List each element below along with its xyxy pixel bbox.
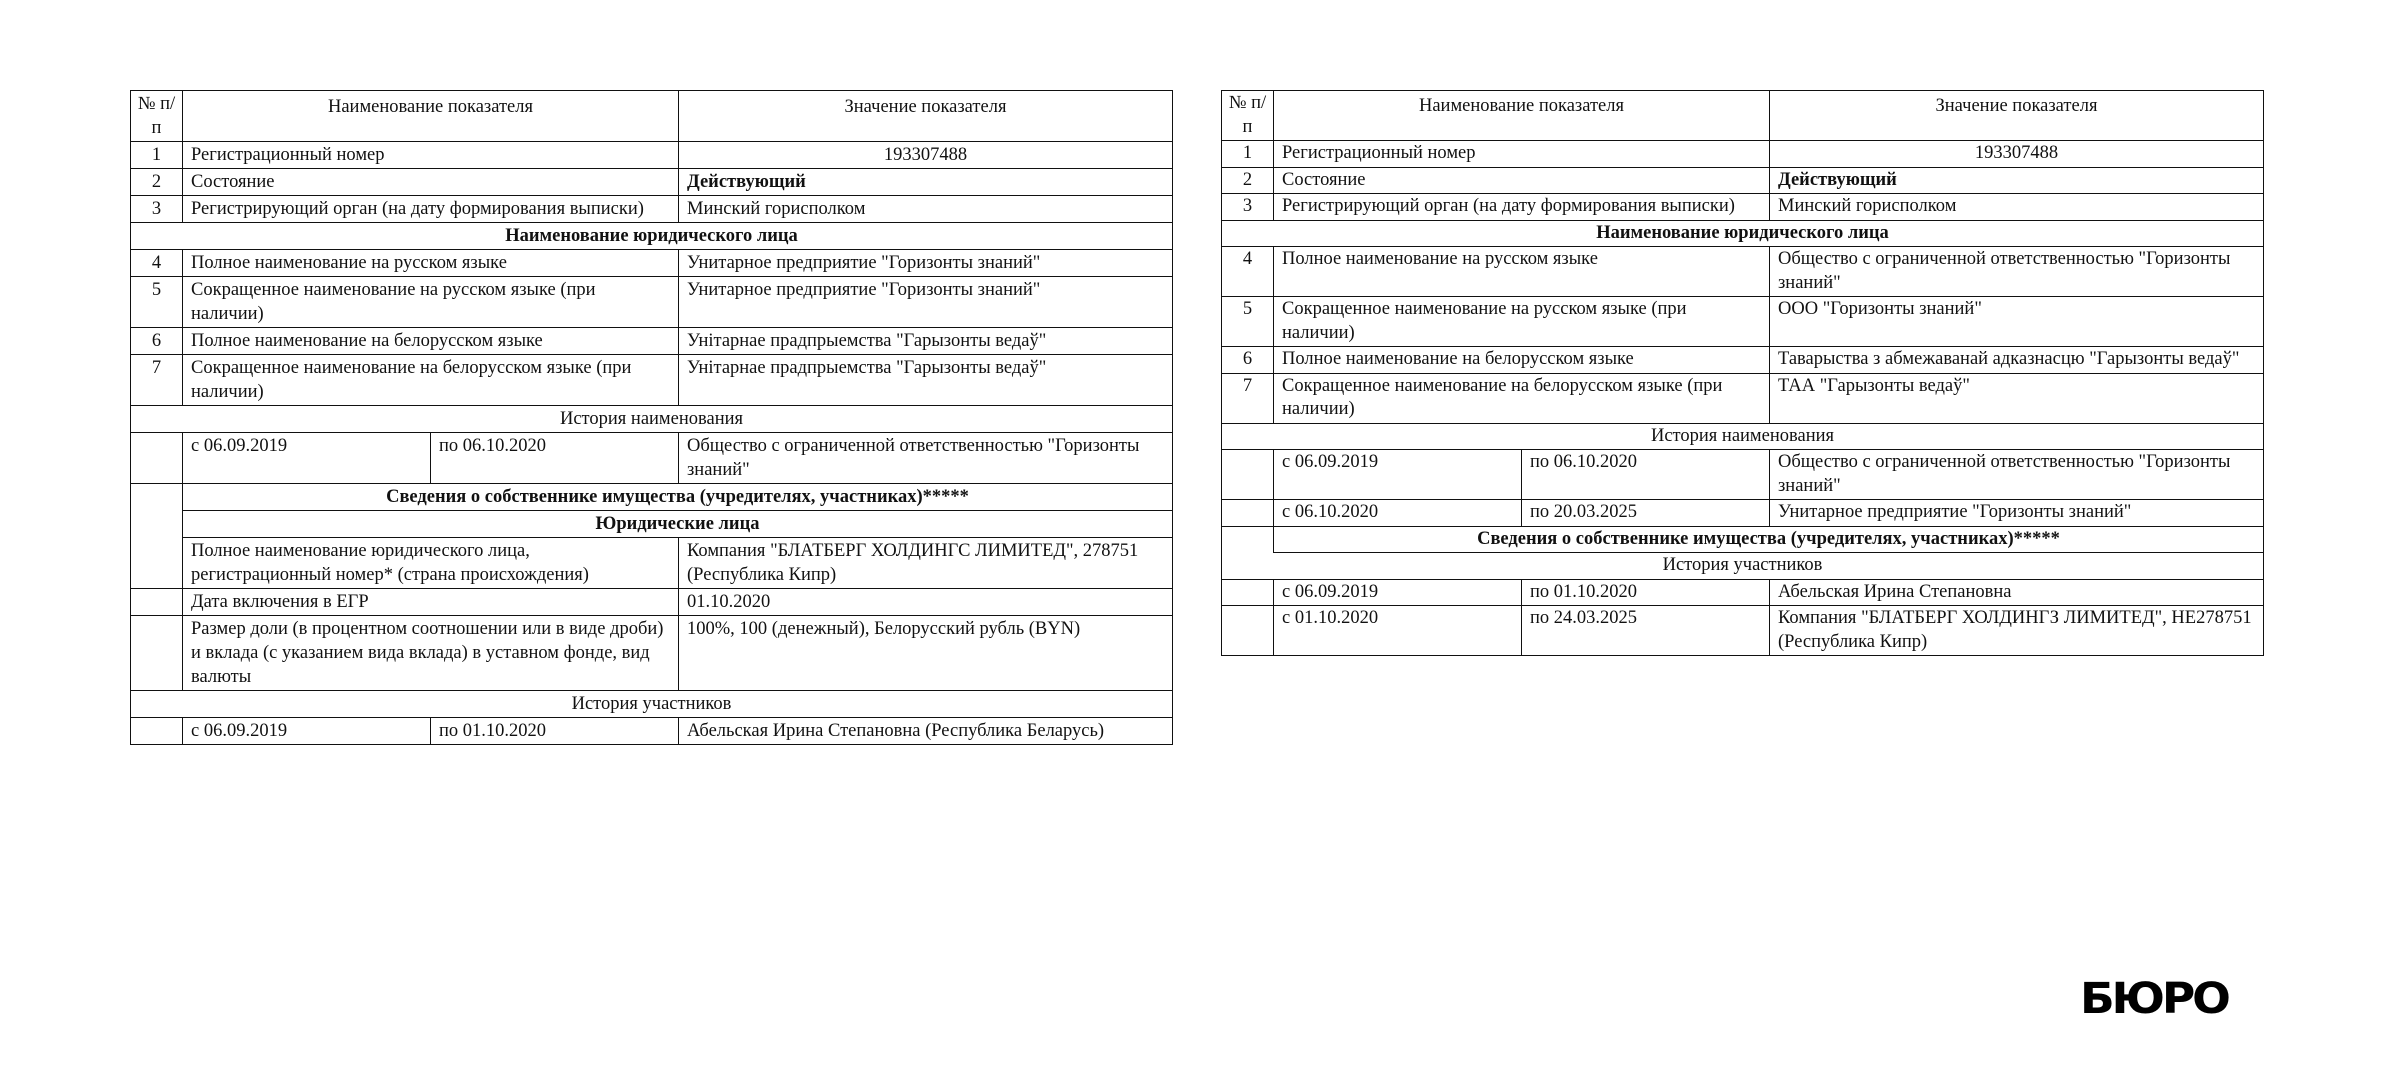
section-header-row [131, 406, 1173, 433]
buro-logo: БЮРО [2080, 974, 2228, 1024]
row-indicator-value: Общество с ограниченной ответственностью "Горизонты знаний" [1770, 247, 2264, 297]
row-indicator-value: Компания "БЛАТБЕРГ ХОЛДИНГС ЛИМИТЕД", 278751 (Республика Кипр) [679, 538, 1173, 589]
row-num: 2 [1222, 167, 1274, 194]
empty-num-cell [1222, 606, 1274, 656]
owners-section-title: Сведения о собственнике имущества (учредителях, участниках)***** [1274, 526, 2264, 553]
row-num: 1 [131, 142, 183, 169]
registration-number-value: 193307488 [679, 142, 1173, 169]
history-to-date: по 24.03.2025 [1522, 606, 1770, 656]
history-value: Абельская Ирина Степановна [1770, 579, 2264, 606]
legal-name-section-title: Наименование юридического лица [1222, 220, 2264, 247]
history-from-date: с 01.10.2020 [1274, 606, 1522, 656]
history-row [131, 433, 1173, 484]
row-indicator-name: Регистрационный номер [183, 142, 679, 169]
table-row [131, 616, 1173, 691]
row-num: 1 [1222, 141, 1274, 168]
history-from-date: с 06.09.2019 [1274, 579, 1522, 606]
empty-num-cell [1222, 500, 1274, 527]
empty-num-cell [131, 616, 183, 691]
history-row [1222, 606, 2264, 656]
row-indicator-name: Регистрирующий орган (на дату формирования выписки) [183, 196, 679, 223]
row-num: 7 [131, 355, 183, 406]
header-num-cell: № п/п [1222, 91, 1274, 141]
row-num: 6 [131, 328, 183, 355]
history-from-date: с 06.09.2019 [1274, 450, 1522, 500]
empty-num-cell [1222, 579, 1274, 606]
header-indicator-value-cell: Значение показателя [1770, 91, 2264, 141]
row-indicator-name: Размер доли (в процентном соотношении или в виде дроби) и вклада (с указанием вида вклада) в уставном фонде, вид валюты [183, 616, 679, 691]
history-row [131, 718, 1173, 745]
table-row [1222, 347, 2264, 374]
empty-num-cell [131, 511, 183, 538]
section-header-row [1222, 553, 2264, 580]
table-row [1222, 247, 2264, 297]
table-row [131, 277, 1173, 328]
history-row [1222, 500, 2264, 527]
history-value: Унитарное предприятие "Горизонты знаний" [1770, 500, 2264, 527]
header-indicator-value-cell: Значение показателя [679, 91, 1173, 142]
section-header-row [1222, 526, 2264, 553]
table-row [1222, 194, 2264, 221]
row-indicator-value: Таварыства з абмежаванай адказнасцю "Гарызонты ведаў" [1770, 347, 2264, 374]
table-row [1222, 167, 2264, 194]
history-value: Общество с ограниченной ответственностью "Горизонты знаний" [1770, 450, 2264, 500]
row-indicator-value: ТАА "Гарызонты ведаў" [1770, 373, 2264, 423]
row-indicator-name: Сокращенное наименование на белорусском языке (при наличии) [183, 355, 679, 406]
row-indicator-name: Регистрационный номер [1274, 141, 1770, 168]
empty-num-cell [131, 484, 183, 511]
row-indicator-name: Сокращенное наименование на русском языке (при наличии) [1274, 297, 1770, 347]
section-header-row [1222, 423, 2264, 450]
row-num: 4 [131, 250, 183, 277]
empty-num-cell [131, 538, 183, 589]
row-indicator-name: Состояние [183, 169, 679, 196]
history-row [1222, 450, 2264, 500]
row-num: 4 [1222, 247, 1274, 297]
empty-num-cell [131, 718, 183, 745]
section-header-row [1222, 220, 2264, 247]
history-value: Абельская Ирина Степановна (Республика Беларусь) [679, 718, 1173, 745]
participants-history-section-title: История участников [1222, 553, 2264, 580]
registering-authority-value: Минский горисполком [679, 196, 1173, 223]
history-value: Общество с ограниченной ответственностью "Горизонты знаний" [679, 433, 1173, 484]
row-indicator-name: Полное наименование на русском языке [1274, 247, 1770, 297]
table-row [131, 169, 1173, 196]
empty-num-cell [131, 589, 183, 616]
row-num: 2 [131, 169, 183, 196]
registering-authority-value: Минский горисполком [1770, 194, 2264, 221]
row-indicator-name: Регистрирующий орган (на дату формирования выписки) [1274, 194, 1770, 221]
participants-history-section-title: История участников [131, 691, 1173, 718]
legal-name-section-title: Наименование юридического лица [131, 223, 1173, 250]
row-num: 5 [1222, 297, 1274, 347]
section-header-row [131, 223, 1173, 250]
table-row [131, 250, 1173, 277]
history-row [1222, 579, 2264, 606]
name-history-section-title: История наименования [131, 406, 1173, 433]
table-row [131, 196, 1173, 223]
empty-num-cell [1222, 450, 1274, 500]
history-to-date: по 06.10.2020 [431, 433, 679, 484]
row-indicator-value: ООО "Горизонты знаний" [1770, 297, 2264, 347]
right-registry-extract-table [1221, 90, 2264, 656]
history-value: Компания "БЛАТБЕРГ ХОЛДИНГЗ ЛИМИТЕД", НЕ278751 (Республика Кипр) [1770, 606, 2264, 656]
table-header-row [131, 91, 1173, 142]
row-indicator-name: Полное наименование юридического лица, регистрационный номер* (страна происхождения) [183, 538, 679, 589]
history-to-date: по 20.03.2025 [1522, 500, 1770, 527]
row-num: 3 [1222, 194, 1274, 221]
table-row [131, 142, 1173, 169]
empty-num-cell [1222, 526, 1274, 553]
row-num: 3 [131, 196, 183, 223]
header-num-cell: № п/п [131, 91, 183, 142]
legal-entities-section-title: Юридические лица [183, 511, 1173, 538]
row-indicator-name: Сокращенное наименование на русском языке (при наличии) [183, 277, 679, 328]
header-indicator-name-cell: Наименование показателя [1274, 91, 1770, 141]
status-value: Действующий [1770, 167, 2264, 194]
row-indicator-value: Унітарнае прадпрыемства "Гарызонты ведаў" [679, 328, 1173, 355]
row-indicator-value: 01.10.2020 [679, 589, 1173, 616]
owners-section-title: Сведения о собственнике имущества (учредителях, участниках)***** [183, 484, 1173, 511]
table-row [131, 328, 1173, 355]
row-indicator-value: Унитарное предприятие "Горизонты знаний" [679, 277, 1173, 328]
history-to-date: по 06.10.2020 [1522, 450, 1770, 500]
row-indicator-name: Сокращенное наименование на белорусском языке (при наличии) [1274, 373, 1770, 423]
row-indicator-name: Состояние [1274, 167, 1770, 194]
table-row [1222, 373, 2264, 423]
row-indicator-name: Полное наименование на белорусском языке [1274, 347, 1770, 374]
row-num: 6 [1222, 347, 1274, 374]
empty-num-cell [131, 433, 183, 484]
row-indicator-name: Полное наименование на белорусском языке [183, 328, 679, 355]
history-to-date: по 01.10.2020 [431, 718, 679, 745]
table-row [1222, 141, 2264, 168]
left-registry-extract-table [130, 90, 1173, 745]
table-row [131, 355, 1173, 406]
registration-number-value: 193307488 [1770, 141, 2264, 168]
row-num: 5 [131, 277, 183, 328]
row-indicator-value: Унитарное предприятие "Горизонты знаний" [679, 250, 1173, 277]
history-to-date: по 01.10.2020 [1522, 579, 1770, 606]
history-from-date: с 06.10.2020 [1274, 500, 1522, 527]
section-header-row [131, 484, 1173, 511]
header-indicator-name-cell: Наименование показателя [183, 91, 679, 142]
row-indicator-value: Унітарнае прадпрыемства "Гарызонты ведаў" [679, 355, 1173, 406]
row-indicator-name: Полное наименование на русском языке [183, 250, 679, 277]
section-header-row [131, 511, 1173, 538]
table-header-row [1222, 91, 2264, 141]
status-value: Действующий [679, 169, 1173, 196]
table-row [1222, 297, 2264, 347]
row-num: 7 [1222, 373, 1274, 423]
history-from-date: с 06.09.2019 [183, 718, 431, 745]
table-row [131, 538, 1173, 589]
history-from-date: с 06.09.2019 [183, 433, 431, 484]
row-indicator-name: Дата включения в ЕГР [183, 589, 679, 616]
section-header-row [131, 691, 1173, 718]
row-indicator-value: 100%, 100 (денежный), Белорусский рубль (BYN) [679, 616, 1173, 691]
name-history-section-title: История наименования [1222, 423, 2264, 450]
table-row [131, 589, 1173, 616]
